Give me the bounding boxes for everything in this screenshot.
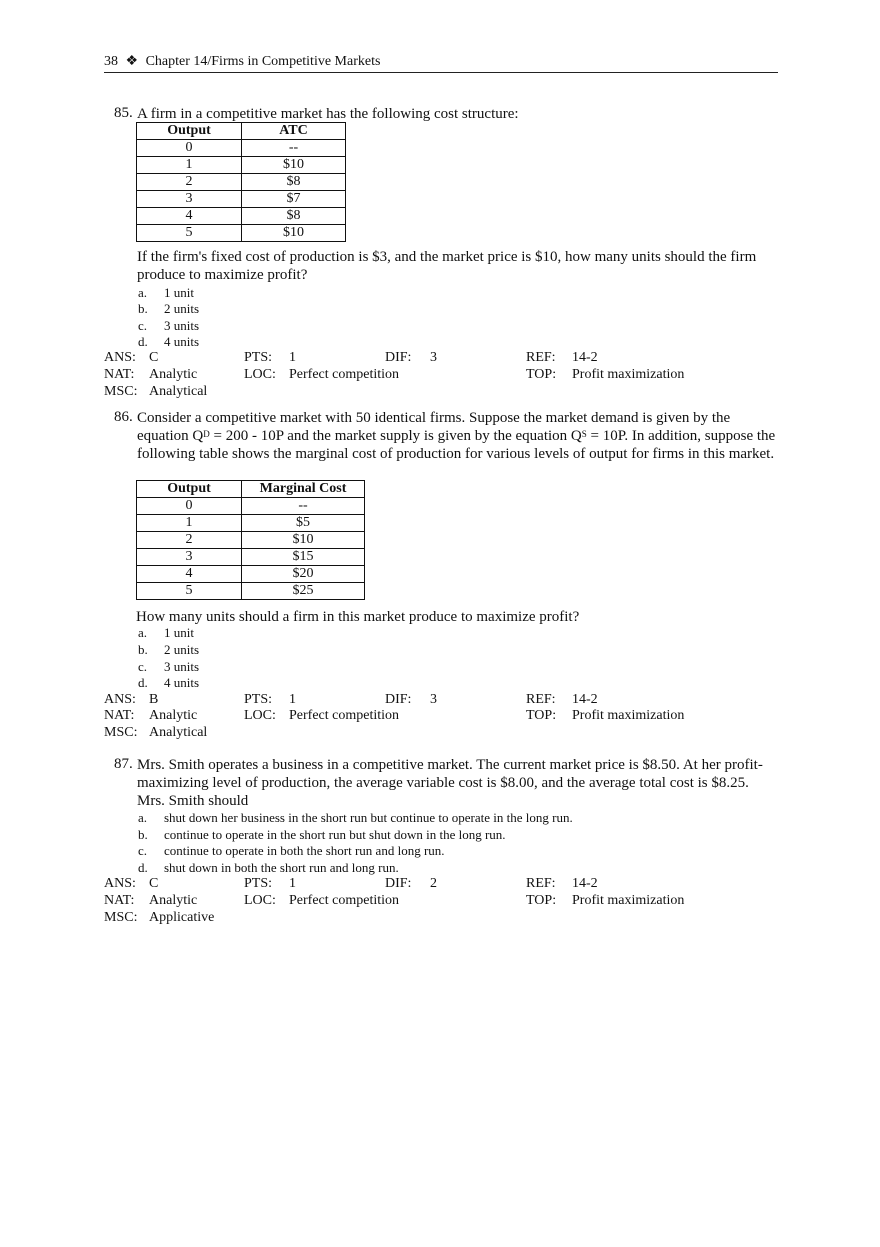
col-header: Marginal Cost — [242, 481, 365, 498]
table-row — [137, 208, 346, 225]
q85-ans-label: ANS: — [104, 350, 136, 365]
cell: -- — [242, 498, 365, 515]
q86-number: 86. — [114, 409, 133, 425]
q87-option-b: b. continue to operate in the short run but shut down in the long run. — [138, 827, 506, 842]
q87-dif-label: DIF: — [385, 876, 412, 891]
page-number: 38 — [104, 54, 118, 69]
q87-msc-label: MSC: — [104, 910, 138, 925]
cell: -- — [242, 140, 346, 157]
q85-number: 85. — [114, 105, 133, 121]
q87-ans-label: ANS: — [104, 876, 136, 891]
q86-option-d: d. 4 units — [138, 675, 200, 690]
q86-ans-label: ANS: — [104, 692, 136, 707]
q86-top-value: Profit maximization — [572, 708, 685, 723]
header-rule — [104, 72, 778, 73]
q87-pts-label: PTS: — [244, 876, 273, 891]
table-row — [137, 140, 346, 157]
q86-msc-label: MSC: — [104, 725, 138, 740]
table-row — [137, 515, 365, 532]
q87-number: 87. — [114, 756, 133, 772]
q86-option-a: a. 1 unit — [138, 625, 194, 640]
q87-nat-value: Analytic — [149, 893, 198, 908]
cell: $25 — [242, 583, 365, 600]
q87-loc-value: Perfect competition — [289, 893, 400, 908]
q85-ref-value: 14-2 — [572, 350, 598, 365]
cell: $10 — [242, 157, 346, 174]
q86-nat-value: Analytic — [149, 708, 198, 723]
table-row — [137, 532, 365, 549]
table-row — [137, 174, 346, 191]
col-header: Output — [137, 123, 242, 140]
cell: 2 — [137, 174, 242, 191]
q86-pts-label: PTS: — [244, 692, 273, 707]
q87-top-label: TOP: — [526, 893, 557, 908]
cell: 1 — [137, 157, 242, 174]
q86-mc-table — [136, 480, 365, 600]
q86-pts-value: 1 — [289, 692, 296, 707]
table-row — [137, 549, 365, 566]
table-row — [137, 225, 346, 242]
chapter-title: Chapter 14/Firms in Competitive Markets — [145, 54, 381, 69]
table-header-row — [137, 123, 346, 140]
q85-pts-value: 1 — [289, 350, 296, 365]
q86-ans-value: B — [149, 692, 159, 707]
q85-msc-value: Analytical — [149, 384, 208, 399]
q86-msc-value: Analytical — [149, 725, 208, 740]
q85-intro: A firm in a competitive market has the following cost structure: — [137, 106, 519, 122]
q85-pts-label: PTS: — [244, 350, 273, 365]
cell: 5 — [137, 225, 242, 242]
q87-option-a: a. shut down her business in the short run but continue to operate in the long run. — [138, 810, 573, 825]
bullet-icon: ❖ — [125, 54, 139, 69]
q85-option-b: b. 2 units — [138, 301, 200, 316]
q86-ref-value: 14-2 — [572, 692, 598, 707]
q85-ans-value: C — [149, 350, 159, 365]
cell: $10 — [242, 225, 346, 242]
q86-ref-label: REF: — [526, 692, 556, 707]
cell: $8 — [242, 174, 346, 191]
cell: 0 — [137, 140, 242, 157]
cell: $8 — [242, 208, 346, 225]
q86-top-label: TOP: — [526, 708, 557, 723]
superscript-d: D — [203, 429, 210, 439]
q85-option-d: d. 4 units — [138, 334, 200, 349]
q87-nat-label: NAT: — [104, 893, 135, 908]
q85-dif-value: 3 — [430, 350, 437, 365]
q86-option-b: b. 2 units — [138, 642, 200, 657]
q85-loc-value: Perfect competition — [289, 367, 400, 382]
col-header: ATC — [242, 123, 346, 140]
q85-loc-label: LOC: — [244, 367, 276, 382]
q86-question: How many units should a firm in this market produce to maximize profit? — [136, 609, 580, 625]
q85-nat-label: NAT: — [104, 367, 135, 382]
q86-intro: Consider a competitive market with 50 identical firms. Suppose the market demand is given by the equation $Q^D = 200 - 10P$ and the market supply is given by the equation $Q^S = 10P$. In addition, suppose the following table shows the marginal cost of production for various levels of output for firms in this market. — [137, 410, 776, 462]
q87-loc-label: LOC: — [244, 893, 276, 908]
page-header — [104, 53, 380, 70]
q85-nat-value: Analytic — [149, 367, 198, 382]
q85-option-a: a. 1 unit — [138, 285, 194, 300]
table-header-row — [137, 481, 365, 498]
q85-ref-label: REF: — [526, 350, 556, 365]
q86-loc-label: LOC: — [244, 708, 276, 723]
cell: $5 — [242, 515, 365, 532]
table-row — [137, 583, 365, 600]
cell: 2 — [137, 532, 242, 549]
q85-top-value: Profit maximization — [572, 367, 685, 382]
table-row — [137, 498, 365, 515]
table-row — [137, 191, 346, 208]
table-row — [137, 566, 365, 583]
cell: $7 — [242, 191, 346, 208]
q86-dif-value: 3 — [430, 692, 437, 707]
q87-pts-value: 1 — [289, 876, 296, 891]
q87-top-value: Profit maximization — [572, 893, 685, 908]
cell: 5 — [137, 583, 242, 600]
q85-atc-table — [136, 122, 346, 242]
q86-nat-label: NAT: — [104, 708, 135, 723]
table-row — [137, 157, 346, 174]
cell: $20 — [242, 566, 365, 583]
col-header: Output — [137, 481, 242, 498]
cell: 1 — [137, 515, 242, 532]
cell: 0 — [137, 498, 242, 515]
cell: 4 — [137, 208, 242, 225]
q87-dif-value: 2 — [430, 876, 437, 891]
q86-loc-value: Perfect competition — [289, 708, 400, 723]
q85-top-label: TOP: — [526, 367, 557, 382]
q87-option-c: c. continue to operate in both the short run and long run. — [138, 843, 445, 858]
cell: 4 — [137, 566, 242, 583]
q87-ans-value: C — [149, 876, 159, 891]
q86-dif-label: DIF: — [385, 692, 412, 707]
cell: $10 — [242, 532, 365, 549]
superscript-s: S — [581, 429, 587, 439]
q85-option-c: c. 3 units — [138, 318, 200, 333]
q87-ref-label: REF: — [526, 876, 556, 891]
cell: 3 — [137, 549, 242, 566]
cell: 3 — [137, 191, 242, 208]
q87-ref-value: 14-2 — [572, 876, 598, 891]
q85-msc-label: MSC: — [104, 384, 138, 399]
q87-msc-value: Applicative — [149, 910, 215, 925]
q87-text: Mrs. Smith operates a business in a competitive market. The current market price is $8.50. At her profit-maximizing level of production, the average variable cost is $8.00, and the average total cost is $8.25. Mrs. Smith should — [137, 757, 763, 809]
q87-option-d: d. shut down in both the short run and long run. — [138, 860, 399, 875]
q85-dif-label: DIF: — [385, 350, 412, 365]
q85-question: If the firm's fixed cost of production is $3, and the market price is $10, how many units should the firm produce to maximize profit? — [137, 249, 757, 283]
q86-option-c: c. 3 units — [138, 659, 200, 674]
cell: $15 — [242, 549, 365, 566]
